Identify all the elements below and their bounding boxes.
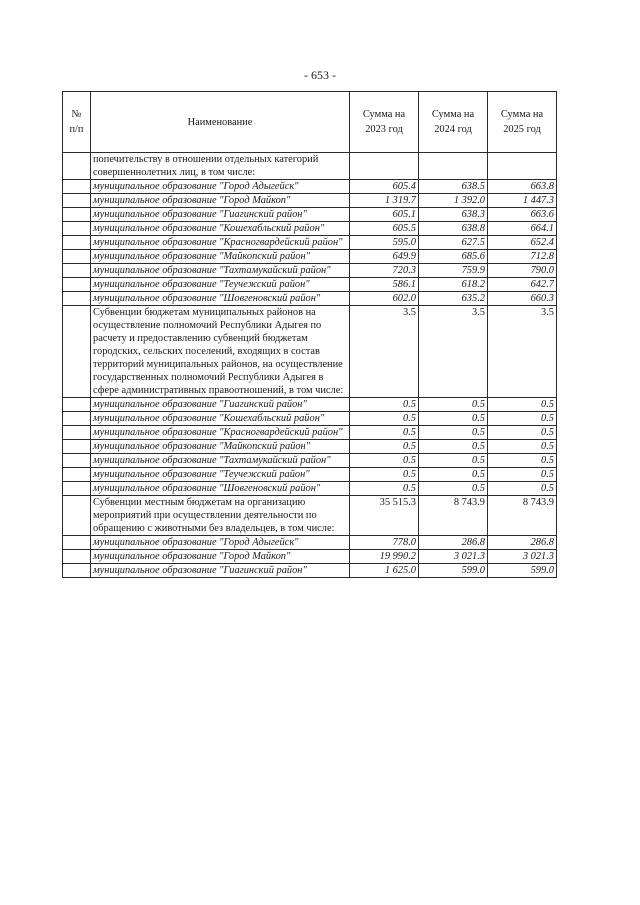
value-2024: 638.3 [419, 208, 488, 222]
value-2025: 663.6 [488, 208, 557, 222]
table-row [63, 153, 557, 180]
value-2024: 0.5 [419, 412, 488, 426]
value-2024: 685.6 [419, 250, 488, 264]
value-2023: 605.5 [350, 222, 419, 236]
row-num [63, 482, 91, 496]
value-2025: 0.5 [488, 440, 557, 454]
value-2023: 778.0 [350, 536, 419, 550]
row-num [63, 208, 91, 222]
row-num [63, 194, 91, 208]
row-num [63, 264, 91, 278]
value-2025 [488, 153, 557, 180]
value-2023: 0.5 [350, 482, 419, 496]
row-num [63, 412, 91, 426]
value-2023: 649.9 [350, 250, 419, 264]
value-2024: 627.5 [419, 236, 488, 250]
header-num: № п/п [63, 92, 91, 153]
row-num [63, 496, 91, 536]
budget-table [62, 91, 557, 578]
header-2025: Сумма на 2025 год [488, 92, 557, 153]
value-2025: 0.5 [488, 482, 557, 496]
value-2025: 1 447.3 [488, 194, 557, 208]
table-row [63, 208, 557, 222]
table-row [63, 236, 557, 250]
header-2024: Сумма на 2024 год [419, 92, 488, 153]
table-row [63, 454, 557, 468]
value-2025: 660.3 [488, 292, 557, 306]
value-2024: 0.5 [419, 440, 488, 454]
row-num [63, 536, 91, 550]
value-2025: 0.5 [488, 412, 557, 426]
row-name: муниципальное образование "Теучежский район" [91, 278, 350, 292]
row-name: муниципальное образование "Город Адыгейск" [91, 536, 350, 550]
row-num [63, 278, 91, 292]
table-row [63, 180, 557, 194]
row-num [63, 250, 91, 264]
value-2023: 595.0 [350, 236, 419, 250]
row-name: муниципальное образование "Теучежский район" [91, 468, 350, 482]
header-name: Наименование [91, 92, 350, 153]
row-name: муниципальное образование "Тахтамукайский район" [91, 454, 350, 468]
table-row [63, 264, 557, 278]
value-2024: 0.5 [419, 454, 488, 468]
row-name: Субвенции местным бюджетам на организацию мероприятий при осуществлении деятельности по обращению с животными без владельцев, в том числе: [91, 496, 350, 536]
row-name: муниципальное образование "Тахтамукайский район" [91, 264, 350, 278]
row-num [63, 426, 91, 440]
value-2025: 0.5 [488, 426, 557, 440]
row-name: муниципальное образование "Город Майкоп" [91, 550, 350, 564]
value-2025: 642.7 [488, 278, 557, 292]
row-num [63, 398, 91, 412]
table-row [63, 412, 557, 426]
value-2023: 1 625.0 [350, 564, 419, 578]
row-num [63, 306, 91, 398]
row-name: муниципальное образование "Гиагинский район" [91, 398, 350, 412]
table-row [63, 440, 557, 454]
table-row [63, 536, 557, 550]
value-2024: 638.5 [419, 180, 488, 194]
row-num [63, 292, 91, 306]
row-name: муниципальное образование "Шовгеновский район" [91, 482, 350, 496]
value-2024: 635.2 [419, 292, 488, 306]
row-name: муниципальное образование "Гиагинский район" [91, 564, 350, 578]
value-2023: 0.5 [350, 468, 419, 482]
row-name: муниципальное образование "Майкопский район" [91, 250, 350, 264]
value-2023: 0.5 [350, 412, 419, 426]
value-2025: 0.5 [488, 398, 557, 412]
value-2025: 0.5 [488, 468, 557, 482]
value-2023: 0.5 [350, 426, 419, 440]
value-2024: 599.0 [419, 564, 488, 578]
row-name: муниципальное образование "Шовгеновский район" [91, 292, 350, 306]
table-row [63, 306, 557, 398]
row-name: муниципальное образование "Красногвардейский район" [91, 236, 350, 250]
row-num [63, 468, 91, 482]
table-header-row [63, 92, 557, 153]
value-2025: 8 743.9 [488, 496, 557, 536]
row-name: муниципальное образование "Город Адыгейск" [91, 180, 350, 194]
value-2023: 0.5 [350, 454, 419, 468]
row-num [63, 153, 91, 180]
table-row [63, 278, 557, 292]
value-2023: 0.5 [350, 440, 419, 454]
value-2025: 652.4 [488, 236, 557, 250]
row-num [63, 180, 91, 194]
value-2025: 3.5 [488, 306, 557, 398]
row-name: муниципальное образование "Гиагинский район" [91, 208, 350, 222]
value-2023: 602.0 [350, 292, 419, 306]
row-num [63, 454, 91, 468]
value-2023: 605.1 [350, 208, 419, 222]
value-2024: 0.5 [419, 468, 488, 482]
value-2024: 1 392.0 [419, 194, 488, 208]
value-2023: 19 990.2 [350, 550, 419, 564]
table-row [63, 468, 557, 482]
table-row [63, 398, 557, 412]
value-2023: 1 319.7 [350, 194, 419, 208]
value-2023: 605.4 [350, 180, 419, 194]
value-2025: 286.8 [488, 536, 557, 550]
row-name: Субвенции бюджетам муниципальных районов на осуществление полномочий Республики Адыгея по расчету и предоставлению субвенций бюджетам городских, сельских поселений, входящих в состав территорий муниципальных районов, на осуществление государственных полномочий Республики Адыгея в сфере административных правоотношений, в том числе: [91, 306, 350, 398]
value-2024: 8 743.9 [419, 496, 488, 536]
value-2025: 0.5 [488, 454, 557, 468]
row-name: муниципальное образование "Красногвардейский район" [91, 426, 350, 440]
table-row [63, 482, 557, 496]
value-2024: 638.8 [419, 222, 488, 236]
value-2023: 0.5 [350, 398, 419, 412]
table-row [63, 426, 557, 440]
table-row [63, 564, 557, 578]
value-2024: 0.5 [419, 482, 488, 496]
value-2025: 664.1 [488, 222, 557, 236]
row-num [63, 564, 91, 578]
page-number: - 653 - [304, 68, 336, 82]
row-name: муниципальное образование "Город Майкоп" [91, 194, 350, 208]
value-2023: 35 515.3 [350, 496, 419, 536]
value-2023: 720.3 [350, 264, 419, 278]
table-row [63, 250, 557, 264]
header-2023: Сумма на 2023 год [350, 92, 419, 153]
value-2024: 759.9 [419, 264, 488, 278]
value-2024: 618.2 [419, 278, 488, 292]
value-2023: 586.1 [350, 278, 419, 292]
table-row [63, 194, 557, 208]
row-num [63, 222, 91, 236]
table-row [63, 292, 557, 306]
row-num [63, 550, 91, 564]
value-2023: 3.5 [350, 306, 419, 398]
value-2025: 663.8 [488, 180, 557, 194]
value-2024: 0.5 [419, 398, 488, 412]
value-2025: 712.8 [488, 250, 557, 264]
value-2023 [350, 153, 419, 180]
value-2024: 3 021.3 [419, 550, 488, 564]
row-num [63, 440, 91, 454]
row-name: муниципальное образование "Кошехабльский район" [91, 412, 350, 426]
value-2024: 3.5 [419, 306, 488, 398]
value-2024: 286.8 [419, 536, 488, 550]
table-row [63, 222, 557, 236]
value-2024: 0.5 [419, 426, 488, 440]
value-2025: 599.0 [488, 564, 557, 578]
row-name: муниципальное образование "Кошехабльский район" [91, 222, 350, 236]
value-2025: 790.0 [488, 264, 557, 278]
value-2024 [419, 153, 488, 180]
table-row [63, 550, 557, 564]
row-name: муниципальное образование "Майкопский район" [91, 440, 350, 454]
value-2025: 3 021.3 [488, 550, 557, 564]
table-row [63, 496, 557, 536]
row-name: попечительству в отношении отдельных категорий совершеннолетних лиц, в том числе: [91, 153, 350, 180]
row-num [63, 236, 91, 250]
